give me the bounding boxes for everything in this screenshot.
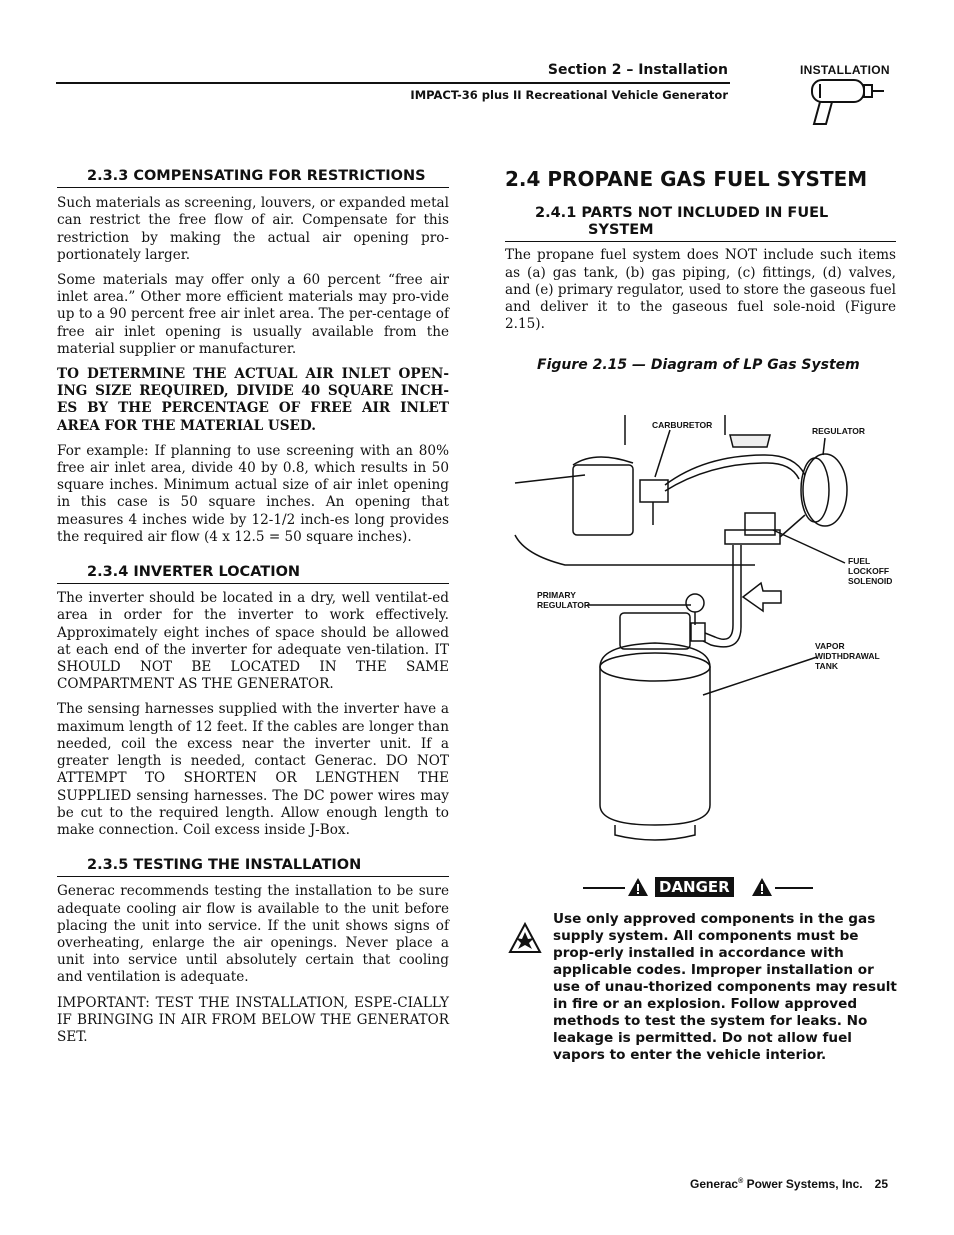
page-number: 25 — [874, 1177, 888, 1191]
right-column — [505, 205, 896, 341]
lp-gas-diagram — [505, 405, 900, 845]
fuel-lockoff-solenoid — [745, 513, 775, 535]
paragraph: The propane fuel system does NOT include such items as (a) gas tank, (b) gas piping, (c) fittings, (d) valves, and (e) primary regulator, used to store the gaseous fuel and deliver it to the gaseous fuel sole-noid (Figure 2.15). — [505, 247, 896, 333]
left-column — [57, 168, 449, 1054]
flow-arrow — [743, 583, 781, 611]
vehicle-frame — [515, 535, 755, 565]
footer — [690, 1177, 888, 1191]
vapor-withdrawal-tank — [600, 643, 710, 825]
heading-2-4-1-line2: SYSTEM — [588, 222, 654, 239]
paragraph: For example: If planning to use screening with an 80% free air inlet area, divide 40 by 0.8, which results in 50 square inches. Minimum actual size of air inlet opening in this case is 50 square inches. An opening that measures 4 inches wide by 12-1/2 inch-es long provides the required air flow (4 x 12.5 = 50 square inches). — [57, 442, 449, 545]
warning-triangle-icon — [627, 877, 649, 897]
footer-company: Generac — [690, 1177, 739, 1191]
installation-label: INSTALLATION — [800, 63, 890, 77]
label-carburetor: CARBURETOR — [652, 420, 713, 430]
label-line: WIDTHDRAWAL — [815, 651, 880, 661]
heading-2-3-3: 2.3.3 COMPENSATING FOR RESTRICTIONS — [57, 168, 449, 188]
danger-rule-left — [583, 887, 625, 889]
header-subtitle: IMPACT-36 plus II Recreational Vehicle Generator — [410, 88, 728, 102]
label-line: FUEL — [848, 556, 871, 566]
label-line: LOCKOFF — [848, 566, 890, 576]
label-regulator: REGULATOR — [812, 426, 866, 436]
header-section: Section 2 – Installation — [547, 62, 728, 78]
paragraph: The sensing harnesses supplied with the inverter have a maximum length of 12 feet. If the cables are longer than needed, coil the excess near the inverter unit. If a greater length is needed, contact Generac. DO NOT ATTEMPT TO SHORTEN OR LENGTHEN THE SUPPLIED sensing harnesses. The DC power wires may be cut to the required length. Allow enough length to make connection. Coil excess inside J-Box. — [57, 701, 449, 838]
carburetor — [640, 480, 668, 502]
drill-icon — [798, 76, 890, 128]
header-rule — [56, 82, 730, 84]
label-line: TANK — [815, 661, 838, 671]
primary-regulator — [686, 594, 704, 612]
heading-2-4: 2.4 PROPANE GAS FUEL SYSTEM — [505, 167, 868, 191]
label-primary-regulator — [537, 590, 590, 610]
paragraph: Some materials may offer only a 60 percent “free air inlet area.” Other more efficient materials may pro-vide up to a 90 percent free air inlet area. The per-centage of free air inlet opening is usually available from the material supplier or manufacturer. — [57, 272, 449, 357]
label-vapor-tank — [815, 641, 880, 671]
explosion-hazard-icon — [508, 922, 542, 956]
danger-rule-right — [775, 887, 813, 889]
warning-triangle-icon — [751, 877, 773, 897]
danger-badge: DANGER — [655, 877, 734, 897]
danger-header — [583, 875, 813, 901]
label-line: PRIMARY — [537, 590, 576, 600]
paragraph-bold: TO DETERMINE THE ACTUAL AIR INLET OPEN-ING SIZE REQUIRED, DIVIDE 40 SQUARE INCH-ES BY THE PERCENTAGE OF FREE AIR INLET AREA FOR THE MATERIAL USED. — [57, 366, 449, 434]
figure-caption: Figure 2.15 — Diagram of LP Gas System — [537, 357, 860, 373]
footer-company-rest: Power Systems, Inc. — [743, 1177, 863, 1191]
danger-text: Use only approved components in the gas supply system. All components must be prop-erly installed in accordance with applicable codes. Improper installation or use of unau-thorized components may result in fire or an explosion. Follow approved methods to test the system for leaks. No leakage is permitted. Do not allow fuel vapors to enter the vehicle interior. — [553, 911, 897, 1063]
heading-2-4-1-line1: 2.4.1 PARTS NOT INCLUDED IN FUEL — [535, 205, 829, 221]
paragraph: IMPORTANT: TEST THE INSTALLATION, ESPE-CIALLY IF BRINGING IN AIR FROM BELOW THE GENERATOR SET. — [57, 994, 449, 1045]
paragraph: Generac recommends testing the installation to be sure adequate cooling air flow is available to the unit before placing the unit into service. If the unit shows signs of overheating, enlarge the air openings. Never place a unit into service until absolutely certain that cooling and ventilation is adequate. — [57, 883, 449, 986]
paragraph: The inverter should be located in a dry, well ventilat-ed area in order for the inverter to work effectively. Approximately eight inches of space should be allowed at each end of the inverter for adequate ven-tilation. IT SHOULD NOT BE LOCATED IN THE SAME COMPARTMENT AS THE GENERATOR. — [57, 590, 449, 693]
label-fuel-lockoff — [848, 556, 892, 586]
heading-2-3-4: 2.3.4 INVERTER LOCATION — [57, 564, 449, 584]
label-line: REGULATOR — [537, 600, 591, 610]
heading-2-3-5: 2.3.5 TESTING THE INSTALLATION — [57, 857, 449, 877]
footer-registered: ® — [738, 1178, 744, 1185]
label-line: VAPOR — [815, 641, 845, 651]
regulator — [803, 454, 847, 526]
label-line: SOLENOID — [848, 576, 893, 586]
heading-2-4-1 — [505, 205, 896, 242]
paragraph: Such materials as screening, louvers, or expanded metal can restrict the free flow of air. Compensate for this restriction by making the actual air opening pro-portionately larger. — [57, 195, 449, 263]
